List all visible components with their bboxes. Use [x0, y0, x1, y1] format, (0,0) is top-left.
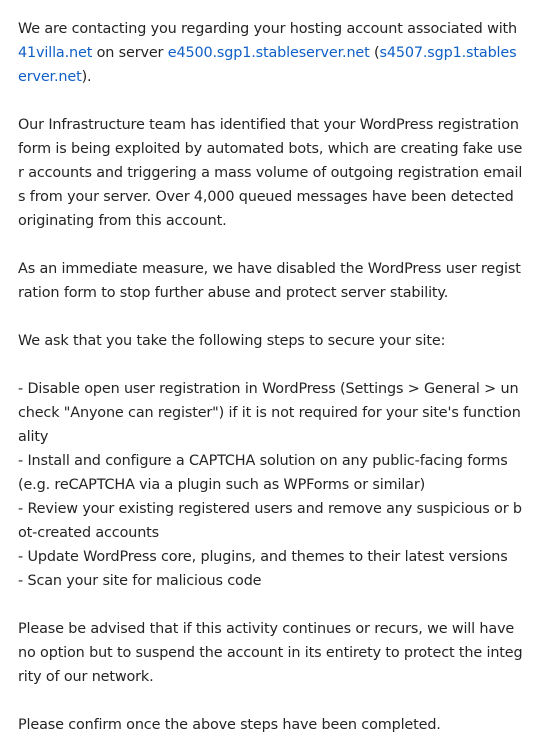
list-item: - Scan your site for malicious code — [18, 573, 262, 589]
list-item: - Disable open user registration in WordPress (Settings > General > uncheck "Anyone can register") if it is not required for your site's functionality — [18, 381, 521, 445]
infrastructure-paragraph: Our Infrastructure team has identified that your WordPress registration form is being exploited by automated bots, which are creating fake user accounts and triggering a mass volume of outgoing registration emails from your server. Over 4,000 queued messages have been detected originating from this account. — [18, 117, 523, 229]
intro-text-2: on server — [92, 45, 168, 61]
intro-paragraph — [18, 17, 523, 89]
list-item: - Review your existing registered users and remove any suspicious or bot-created accounts — [18, 501, 522, 541]
intro-text-4: ). — [81, 69, 92, 85]
steps-list — [18, 377, 523, 593]
confirm-paragraph: Please confirm once the above steps have been completed. — [18, 717, 441, 733]
warning-paragraph: Please be advised that if this activity continues or recurs, we will have no option but to suspend the account in its entirety to protect the integrity of our network. — [18, 621, 523, 685]
measure-paragraph: As an immediate measure, we have disabled the WordPress user registration form to stop further abuse and protect server stability. — [18, 261, 521, 301]
server-link[interactable]: e4500.sgp1.stableserver.net — [167, 45, 370, 61]
steps-intro-paragraph: We ask that you take the following steps to secure your site: — [18, 333, 446, 349]
intro-text-1: We are contacting you regarding your hosting account associated with — [18, 21, 518, 37]
intro-text-3: ( — [369, 45, 380, 61]
domain-link[interactable]: 41villa.net — [18, 45, 93, 61]
list-item: - Install and configure a CAPTCHA solution on any public-facing forms (e.g. reCAPTCHA via a plugin such as WPForms or similar) — [18, 453, 508, 493]
server-alt-link[interactable]: s4507.sgp1.stableserver.net — [18, 45, 517, 85]
list-item: - Update WordPress core, plugins, and themes to their latest versions — [18, 549, 508, 565]
